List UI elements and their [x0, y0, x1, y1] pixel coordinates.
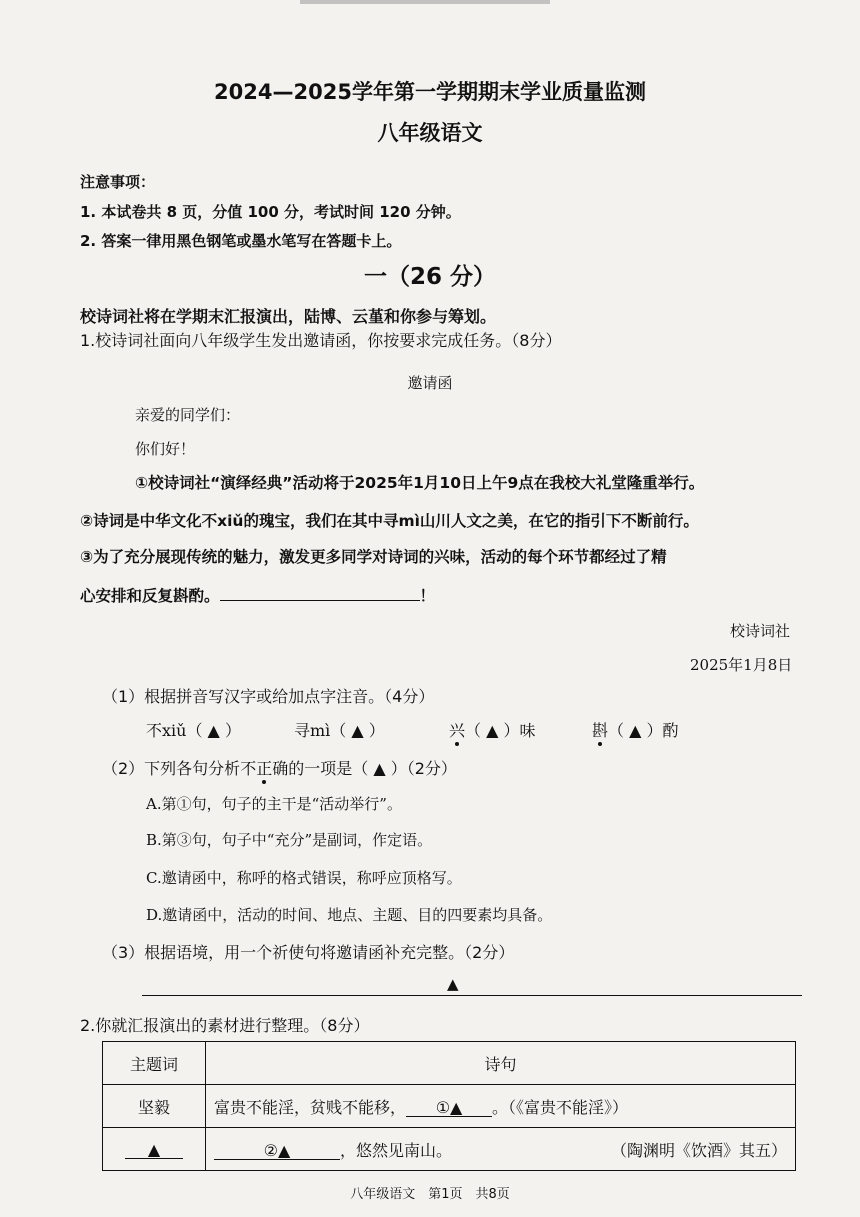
table-header-row [103, 1042, 796, 1085]
letter-sentence-3-line-2 [80, 582, 435, 606]
q1-sub1-item-b: 寻mì（ ▲ ） [294, 721, 385, 740]
letter-sentence-2: ②诗词是中华文化不xiǔ的瑰宝，我们在其中寻mì山川人文之美，在它的指引下不断前行。 [80, 512, 699, 530]
q1-sub3-prompt: （3）根据语境，用一个祈使句将邀请函补充完整。（2分） [102, 943, 515, 962]
page-footer: 八年级语文 第1页 共8页 [350, 1187, 510, 1202]
notice-heading: 注意事项： [80, 173, 156, 191]
section-title: 一（26 分） [363, 264, 496, 290]
q1-sub1-item-c: 兴（ ▲ ）味 [449, 721, 536, 740]
q1-sub2-prompt: （2）下列各句分析不正确的一项是（ ▲ ）（2分） [102, 759, 457, 778]
notice-item-2: 2. 答案一律用黑色钢笔或墨水笔写在答题卡上。 [80, 232, 402, 250]
letter-date: 2025年1月8日 [690, 656, 793, 674]
letter-sentence-1: ①校诗词社“演绎经典”活动将于2025年1月10日上午9点在我校大礼堂隆重举行。 [135, 474, 705, 492]
verse-blank: ①▲ [406, 1098, 492, 1117]
letter-sentence-3-line-1: ③为了充分展现传统的魅力，激发更多同学对诗词的兴味，活动的每个环节都经过了精 [80, 548, 667, 566]
table-header-theme: 主题词 [103, 1042, 206, 1085]
letter-greeting: 你们好！ [135, 440, 196, 458]
q1-sub2-option-c: C.邀请函中，称呼的格式错误，称呼应顶格写。 [146, 869, 462, 887]
q1-sub2-option-a: A.第①句，句子的主干是“活动举行”。 [146, 795, 402, 813]
dotted-char: 兴 [449, 721, 466, 740]
table-row [103, 1128, 796, 1171]
exam-title: 2024—2025学年第一学期期末学业质量监测 [214, 80, 646, 104]
exam-subtitle: 八年级语文 [377, 121, 483, 145]
table-cell-theme: 坚毅 [103, 1085, 206, 1128]
table-header-verse: 诗句 [206, 1042, 796, 1085]
scan-mark [300, 0, 550, 4]
q1-prompt: 1.校诗词社面向八年级学生发出邀请函，你按要求完成任务。（8分） [80, 331, 562, 350]
letter-salutation: 亲爱的同学们： [135, 406, 241, 424]
table-cell-verse: ②▲ ，悠然见南山。 （陶渊明《饮酒》其五） [206, 1128, 796, 1171]
q2-prompt: 2.你就汇报演出的素材进行整理。（8分） [80, 1016, 370, 1035]
dotted-char: 斟 [592, 721, 609, 740]
q1-sub1-prompt: （1）根据拼音写汉字或给加点字注音。（4分） [102, 687, 435, 706]
letter-signature: 校诗词社 [730, 622, 791, 640]
table-row [103, 1085, 796, 1128]
q1-sub1-item-d: 斟（ ▲ ）酌 [592, 721, 679, 740]
letter-fill-blank [220, 582, 420, 601]
letter-sentence-3-text: 心安排和反复斟酌。 [80, 587, 220, 605]
notice-item-1: 1. 本试卷共 8 页，分值 100 分，考试时间 120 分钟。 [80, 203, 461, 221]
table-cell-verse: 富贵不能淫，贫贱不能移， ①▲ 。（《富贵不能淫》） [206, 1085, 796, 1128]
poem-table [102, 1041, 796, 1171]
q1-sub3-answer-line [142, 975, 802, 996]
answer-marker: ▲ [447, 975, 459, 993]
table-cell-theme [103, 1128, 206, 1171]
theme-blank: ▲ [125, 1140, 183, 1159]
q1-sub1-item-a: 不xiǔ（ ▲ ） [146, 721, 241, 740]
verse-blank: ②▲ [214, 1141, 340, 1160]
q1-sub2-option-d: D.邀请函中，活动的时间、地点、主题、目的四要素均具备。 [146, 906, 553, 924]
letter-title: 邀请函 [407, 374, 453, 392]
section-intro: 校诗词社将在学期末汇报演出，陆博、云堇和你参与筹划。 [80, 307, 497, 326]
emphasized-text: 不正确 [240, 759, 289, 778]
letter-sentence-3-end: ！ [419, 587, 436, 605]
q1-sub2-option-b: B.第③句，句子中“充分”是副词，作定语。 [146, 831, 433, 849]
